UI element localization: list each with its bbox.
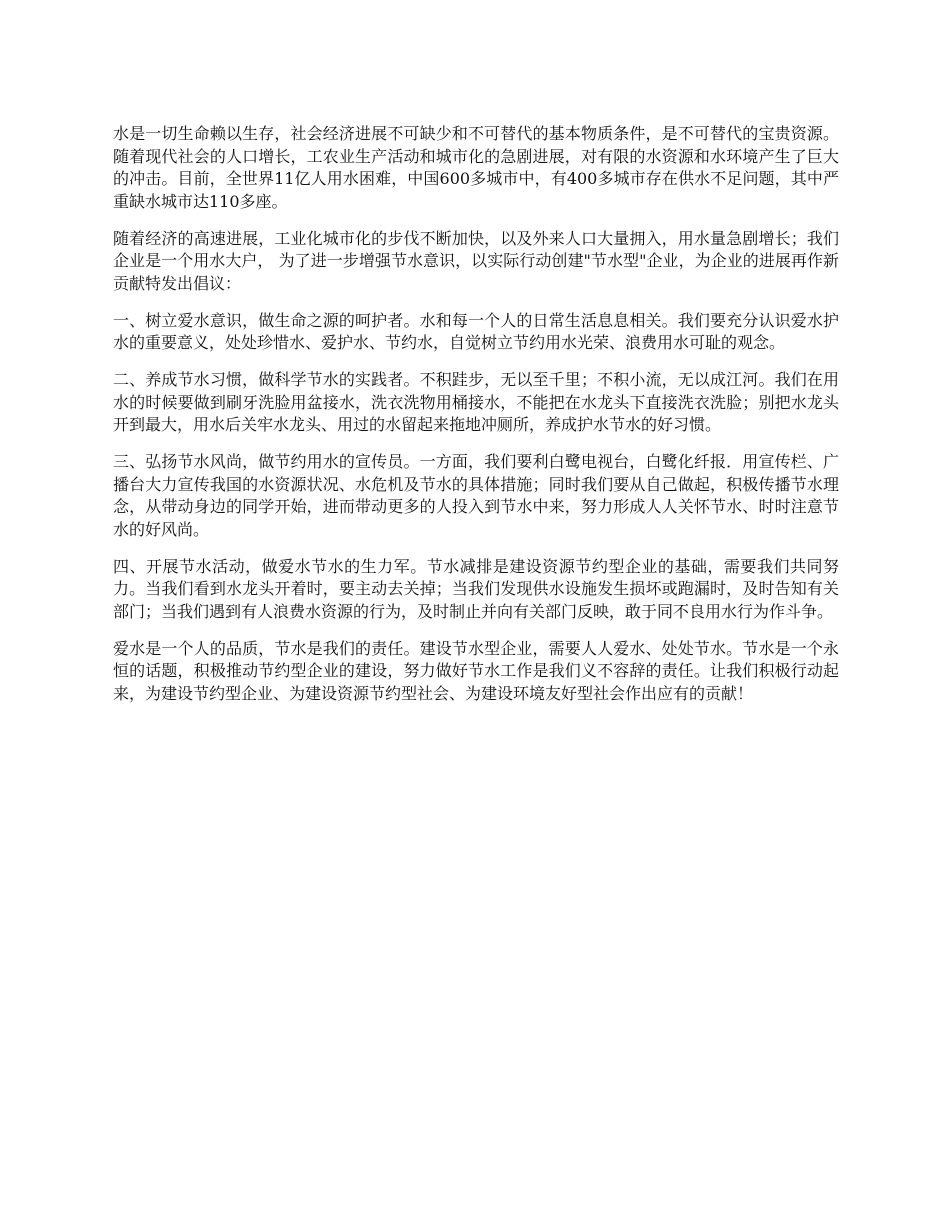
paragraph-conclusion: 爱水是一个人的品质，节水是我们的责任。建设节水型企业，需要人人爱水、处处节水。节水是一个永恒的话题，积极推动节约型企业的建设，努力做好节水工作是我们义不容辞的责任。让我们积极行动起来，为建设节约型企业、为建设资源节约型社会、为建设环境友好型社会作出应有的贡献！ (113, 638, 839, 703)
paragraph-intro: 水是一切生命赖以生存，社会经济进展不可缺少和不可替代的基本物质条件，是不可替代的宝贵资源。随着现代社会的人口增长，工农业生产活动和城市化的急剧进展，对有限的水资源和水环境产生了巨大的冲击。目前，全世界11亿人用水困难，中国600多城市中，有400多城市存在供水不足问题，其中严重缺水城市达110多座。 (113, 124, 839, 211)
paragraph-item-1: 一、树立爱水意识，做生命之源的呵护者。水和每一个人的日常生活息息相关。我们要充分认识爱水护水的重要意义，处处珍惜水、爱护水、节约水，自觉树立节约用水光荣、浪费用水可耻的观念。 (113, 310, 839, 352)
paragraph-item-4: 四、开展节水活动，做爱水节水的生力军。节水减排是建设资源节约型企业的基础，需要我们共同努力。当我们看到水龙头开着时，要主动去关掉；当我们发现供水设施发生损坏或跑漏时，及时告知有关部门；当我们遇到有人浪费水资源的行为，及时制止并向有关部门反映，敢于同不良用水行为作斗争。 (113, 556, 839, 621)
paragraph-background: 随着经济的高速进展，工业化城市化的步伐不断加快，以及外来人口大量拥入，用水量急剧增长；我们企业是一个用水大户， 为了进一步增强节水意识，以实际行动创建"节水型"企业，为企业的进展再作新贡献特发出倡议： (113, 228, 839, 293)
document-body (113, 123, 839, 720)
paragraph-item-3: 三、弘扬节水风尚，做节约用水的宣传员。一方面，我们要利白鹭电视台，白鹭化纤报．用宣传栏、广播台大力宣传我国的水资源状况、水危机及节水的具体措施；同时我们要从自己做起，积极传播节水理念，从带动身边的同学开始，进而带动更多的人投入到节水中来，努力形成人人关怀节水、时时注意节水的好风尚。 (113, 452, 839, 539)
paragraph-item-2: 二、养成节水习惯，做科学节水的实践者。不积跬步，无以至千里；不积小流，无以成江河。我们在用水的时候要做到刷牙洗脸用盆接水，洗衣洗物用桶接水，不能把在水龙头下直接洗衣洗脸；别把水龙头开到最大，用水后关牢水龙头、用过的水留起来拖地冲厕所，养成护水节水的好习惯。 (113, 370, 839, 434)
